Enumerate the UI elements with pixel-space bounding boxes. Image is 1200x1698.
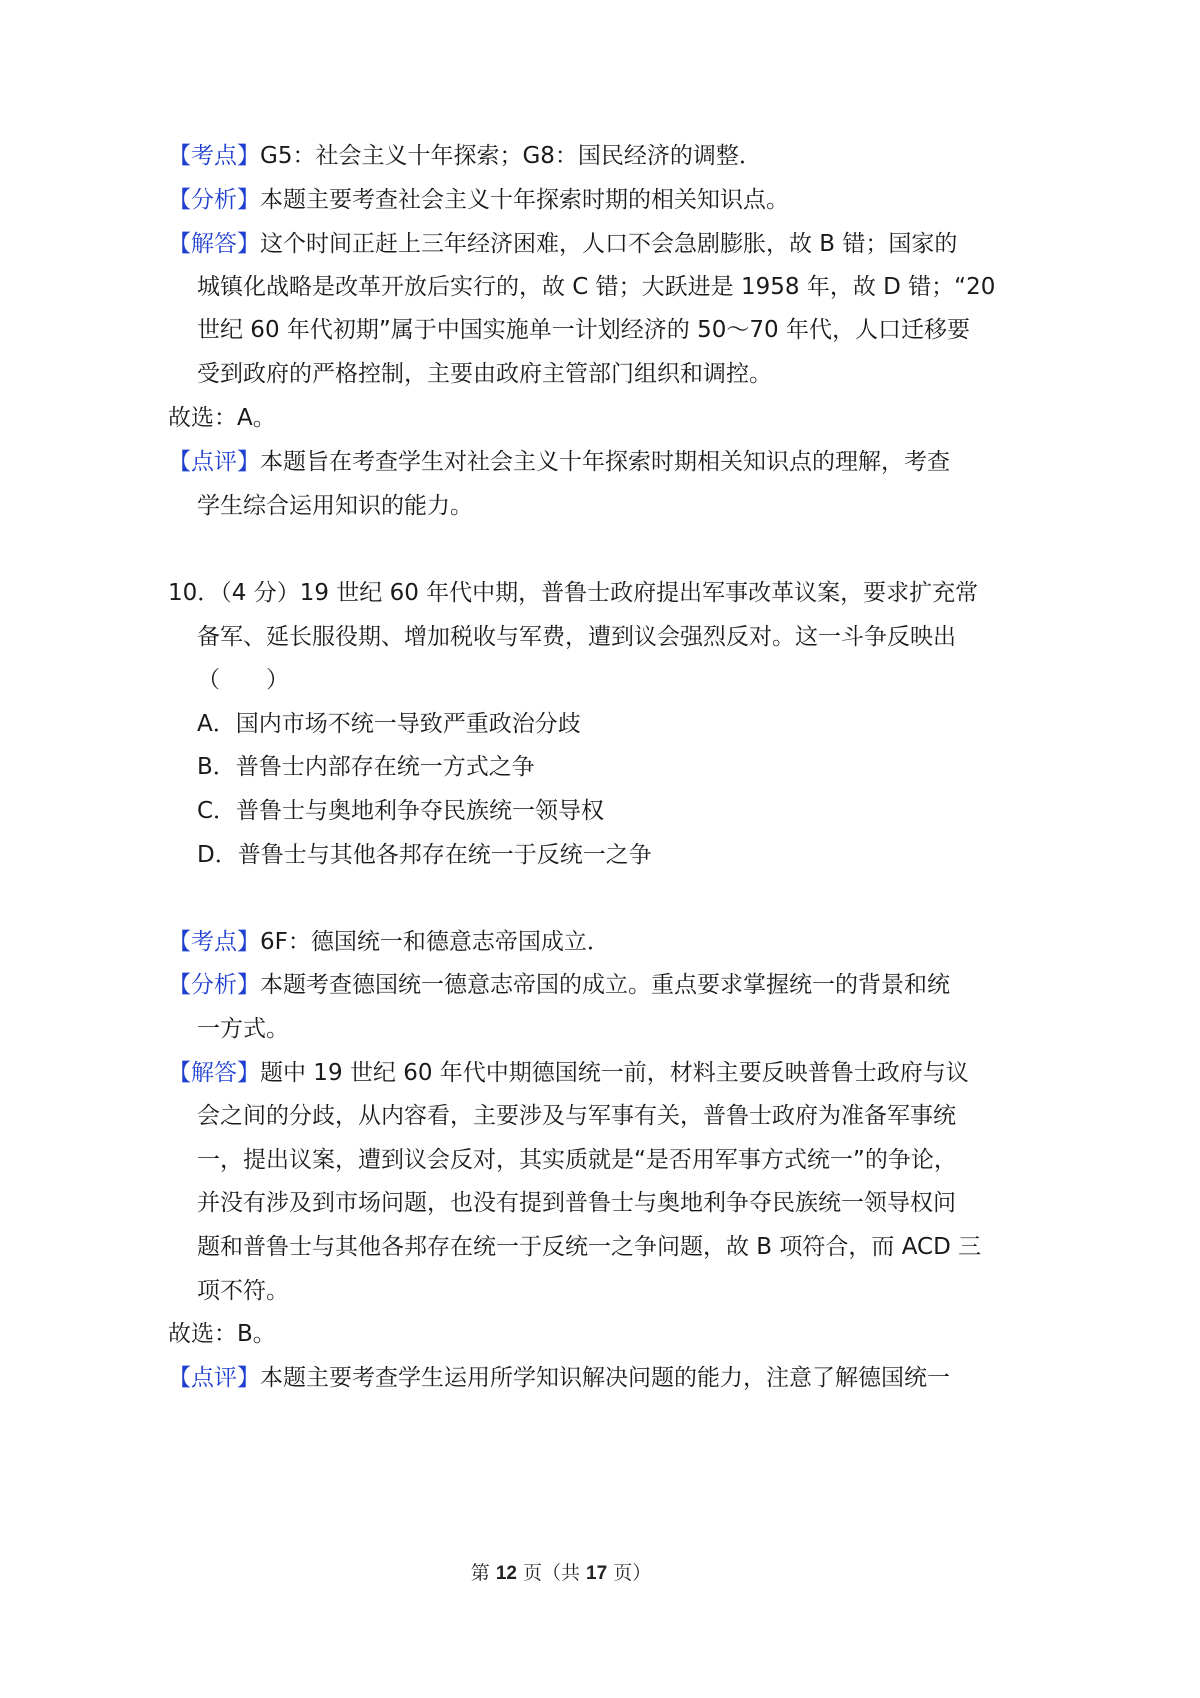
jieda-text: 题中 19 世纪 60 年代中期德国统一前，材料主要反映普鲁士政府与议 [260,1060,969,1086]
jieda-line: 会之间的分歧，从内容看，主要涉及与军事有关，普鲁士政府为准备军事统 [197,1103,956,1129]
option-a: A．国内市场不统一导致严重政治分歧 [197,711,581,737]
jieda-tag: 【解答】 [168,1060,260,1086]
answer-line: 故选：A。 [168,405,276,431]
fenxi-tag: 【分析】 [168,187,260,213]
kaodian-line [168,925,610,959]
question-stem: 10．（4 分）19 世纪 60 年代中期，普鲁士政府提出军事改革议案，要求扩充常 [168,580,979,606]
kaodian-tag: 【考点】 [168,143,260,169]
answer-line: 故选：B。 [168,1321,276,1347]
fenxi-text: 本题主要考查社会主义十年探索时期的相关知识点。 [260,187,789,213]
jieda-text: 这个时间正赶上三年经济困难，人口不会急剧膨胀，故 B 错；国家的 [260,231,958,257]
fenxi-line [168,183,789,217]
jieda-line: 世纪 60 年代初期”属于中国实施单一计划经济的 50～70 年代，人口迁移要 [197,317,970,343]
option-b: B．普鲁士内部存在统一方式之争 [197,754,535,780]
jieda-line: 项不符。 [197,1278,289,1304]
question-stem: 备军、延长服役期、增加税收与军费，遭到议会强烈反对。这一斗争反映出 [197,624,956,650]
footer-pre: 第 [470,1562,496,1584]
jieda-line [168,227,957,261]
footer-post: 页） [607,1562,652,1584]
fenxi-tag: 【分析】 [168,972,260,998]
fenxi-text: 本题考查德国统一德意志帝国的成立。重点要求掌握统一的背景和统 [260,972,950,998]
jieda-line [168,1056,969,1090]
fenxi-line: 一方式。 [197,1016,289,1042]
kaodian-text: G5：社会主义十年探索；G8：国民经济的调整． [260,143,762,169]
total-pages: 17 [586,1563,608,1584]
page-footer [0,1558,1122,1585]
page-number: 12 [495,1563,517,1584]
jieda-line: 题和普鲁士与其他各邦存在统一于反统一之争问题，故 B 项符合，而 ACD 三 [197,1234,982,1260]
jieda-line: 并没有涉及到市场问题，也没有提到普鲁士与奥地利争夺民族统一领导权问 [197,1190,956,1216]
dianping-line [168,1361,950,1395]
option-c: C．普鲁士与奥地利争夺民族统一领导权 [197,798,605,824]
dianping-line [168,445,950,479]
dianping-tag: 【点评】 [168,449,260,475]
kaodian-tag: 【考点】 [168,929,260,955]
jieda-tag: 【解答】 [168,231,260,257]
dianping-line: 学生综合运用知识的能力。 [197,493,473,519]
kaodian-text: 6F：德国统一和德意志帝国成立． [260,929,610,955]
dianping-text: 本题旨在考查学生对社会主义十年探索时期相关知识点的理解，考查 [260,449,950,475]
kaodian-line [168,139,762,173]
dianping-tag: 【点评】 [168,1365,260,1391]
jieda-line: 城镇化战略是改革开放后实行的，故 C 错；大跃进是 1958 年，故 D 错；“20 [197,274,996,300]
jieda-line: 一，提出议案，遭到议会反对，其实质就是“是否用军事方式统一”的争论， [197,1147,957,1173]
question-blank: （ ） [197,667,289,693]
jieda-line: 受到政府的严格控制，主要由政府主管部门组织和调控。 [197,361,772,387]
option-d: D．普鲁士与其他各邦存在统一于反统一之争 [197,842,652,868]
dianping-text: 本题主要考查学生运用所学知识解决问题的能力，注意了解德国统一 [260,1365,950,1391]
fenxi-line [168,968,950,1002]
footer-mid: 页（共 [516,1562,587,1584]
